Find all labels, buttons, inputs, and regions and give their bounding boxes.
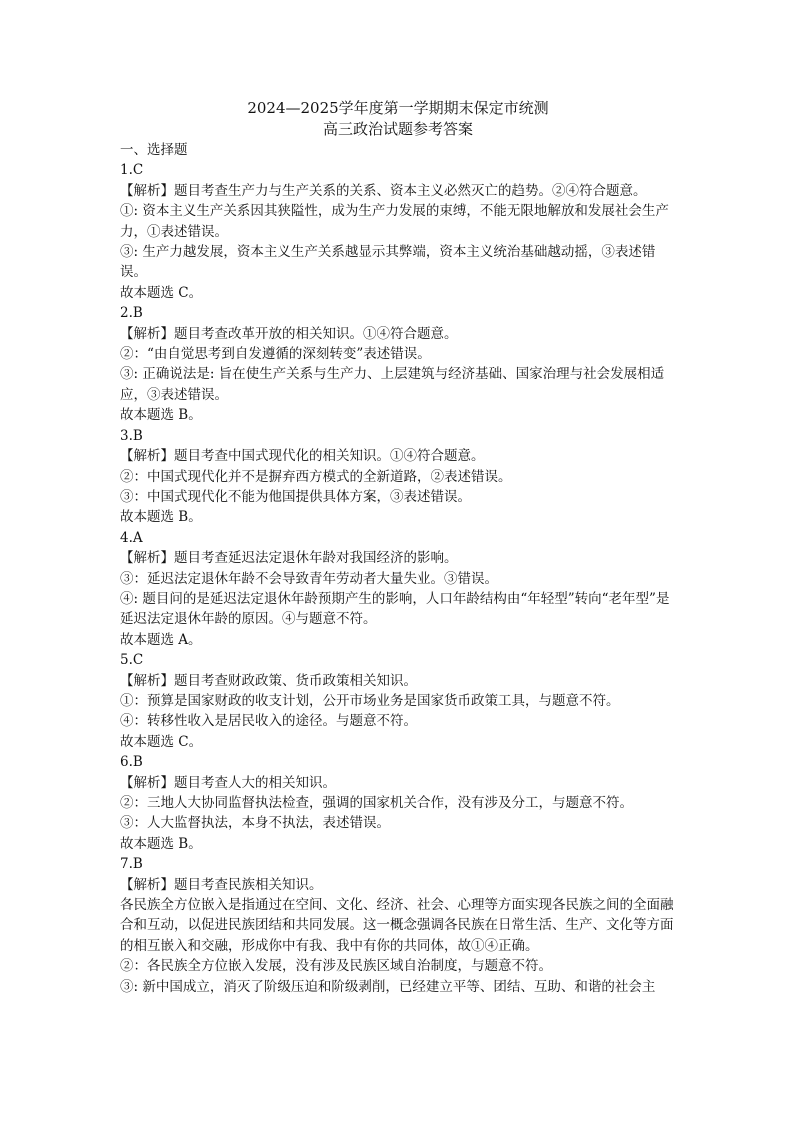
q5-note-1: ①：预算是国家财政的收支计划，公开市场业务是国家货币政策工具，与题意不符。 — [120, 692, 620, 709]
title-line-1: 2024—2025学年度第一学期期末保定市统测 — [247, 99, 549, 117]
q1-note-3: ③: 生产力越发展，资本主义生产关系越显示其弊端，资本主义统治基础越动摇，③表述错误。 — [120, 244, 656, 281]
q6-analysis: 【解析】题目考查人大的相关知识。 — [120, 774, 336, 791]
title-line-2: 高三政治试题参考答案 — [322, 120, 473, 138]
q4-note-4: ④: 题目问的是延迟法定退休年龄预期产生的影响，人口年龄结构由“年轻型”转向“老年型”是延迟法定退休年龄的原因。④与题意不符。 — [120, 590, 670, 628]
q5-answer: 故本题选 C。 — [120, 733, 203, 750]
q1-analysis: 【解析】题目考查生产力与生产关系的关系、资本主义必然灭亡的趋势。②④符合题意。 — [120, 182, 647, 199]
q2-note-3: ③: 正确说法是: 旨在使生产关系与生产力、上层建筑与经济基础、国家治理与社会发展相适应，③表述错误。 — [120, 366, 665, 403]
q4-answer: 故本题选 A。 — [120, 631, 202, 648]
q3-number: 3.B — [120, 427, 143, 444]
q3-answer: 故本题选 B。 — [120, 509, 202, 526]
answer-document — [120, 98, 676, 997]
q2-analysis: 【解析】题目考查改革开放的相关知识。①④符合题意。 — [120, 325, 458, 342]
q1-number: 1.C — [120, 162, 144, 179]
q7-note-2: ②：各民族全方位嵌入发展，没有涉及民族区域自治制度，与题意不符。 — [120, 958, 552, 975]
q3-note-2: ②：中国式现代化并不是摒弃西方模式的全新道路，②表述错误。 — [120, 468, 512, 485]
q4-analysis: 【解析】题目考查延迟法定退休年龄对我国经济的影响。 — [120, 550, 458, 567]
q2-number: 2.B — [120, 305, 143, 322]
q5-analysis: 【解析】题目考查财政政策、货币政策相关知识。 — [120, 672, 417, 689]
q6-note-2: ②：三地人大协同监督执法检查，强调的国家机关合作，没有涉及分工，与题意不符。 — [120, 795, 633, 811]
q2-note-2: ②：“由自觉思考到自发遵循的深刻转变”表述错误。 — [120, 346, 431, 363]
q7-body: 各民族全方位嵌入是指通过在空间、文化、经济、社会、心理等方面实现各民族之间的全面融合和互动，以促进民族团结和共同发展。这一概念强调各民族在日常生活、生产、文化等方面的相互嵌入和交融，形成你中有我、我中有你的共同体，故①④正确。 — [120, 897, 674, 954]
q3-analysis: 【解析】题目考查中国式现代化的相关知识。①④符合题意。 — [120, 448, 485, 465]
section-heading: 一、选择题 — [120, 142, 188, 158]
q6-note-3: ③：人大监督执法，本身不执法，表述错误。 — [120, 815, 390, 832]
q1-answer: 故本题选 C。 — [120, 284, 203, 301]
q1-note-1: ①: 资本主义生产关系因其狭隘性，成为生产力发展的束缚，不能无限地解放和发展社会生产力，①表述错误。 — [120, 203, 669, 240]
q6-answer: 故本题选 B。 — [120, 835, 202, 852]
q6-number: 6.B — [120, 754, 143, 771]
q4-note-3: ③：延迟法定退休年龄不会导致青年劳动者大量失业。③错误。 — [120, 570, 498, 587]
q3-note-3: ③：中国式现代化不能为他国提供具体方案，③表述错误。 — [120, 488, 471, 505]
q7-number: 7.B — [120, 856, 143, 873]
q2-answer: 故本题选 B。 — [120, 407, 202, 424]
q4-number: 4.A — [120, 529, 143, 546]
q5-note-4: ④：转移性收入是居民收入的途径。与题意不符。 — [120, 713, 417, 730]
q7-analysis: 【解析】题目考查民族相关知识。 — [120, 876, 323, 893]
q5-number: 5.C — [120, 652, 144, 669]
q7-note-3: ③: 新中国成立，消灭了阶级压迫和阶级剥削，已经建立平等、团结、互助、和谐的社会主 — [120, 978, 656, 995]
